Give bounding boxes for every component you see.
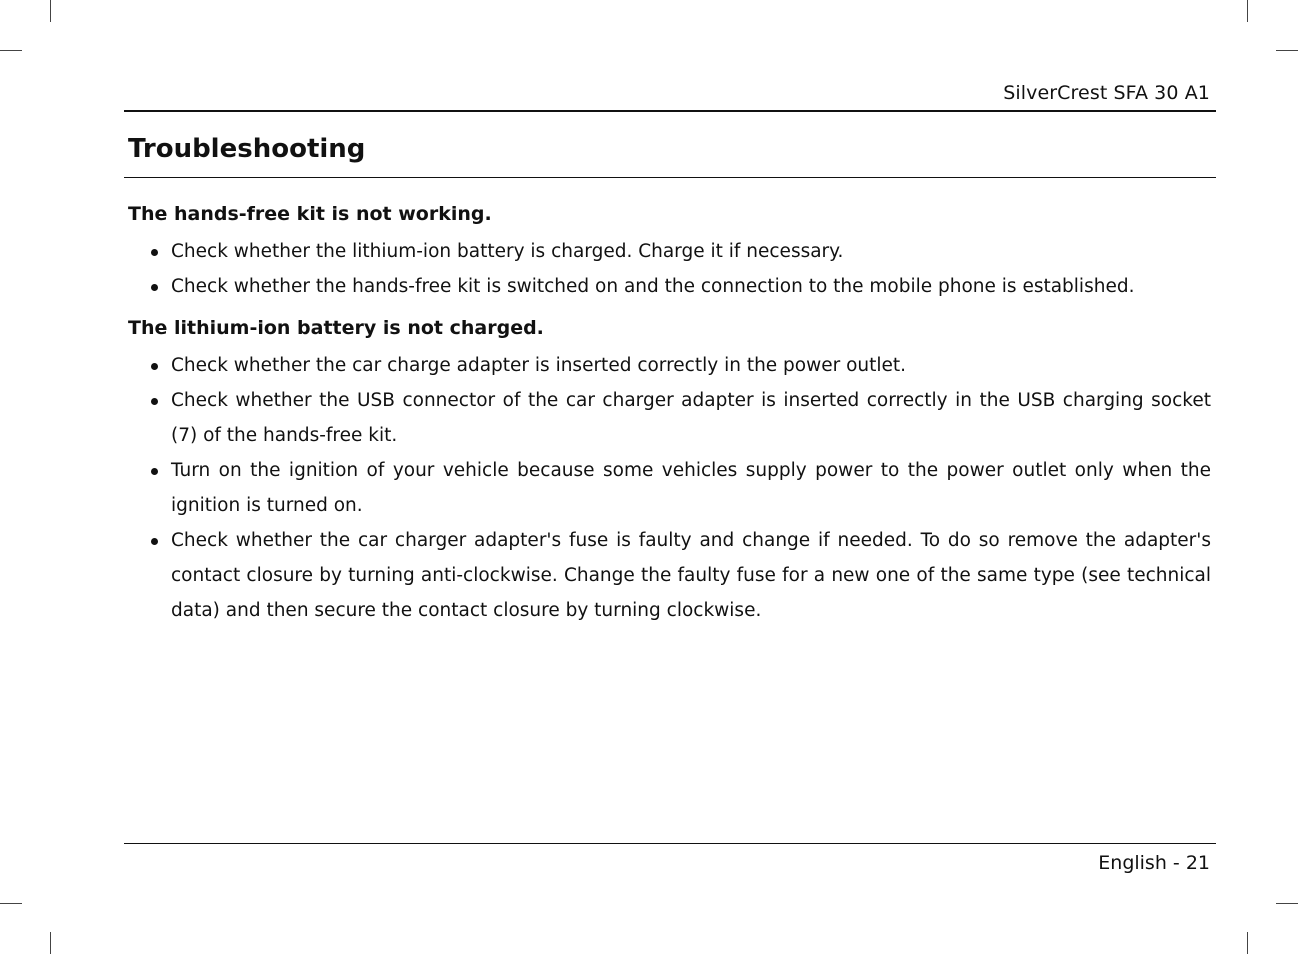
- page-header: SilverCrest SFA 30 A1: [1003, 82, 1210, 104]
- list-item-text: Check whether the car charge adapter is inserted correctly in the power outlet.: [171, 355, 907, 376]
- bullet-icon: [151, 398, 158, 405]
- footer-divider: [124, 843, 1216, 844]
- crop-mark: [1276, 903, 1298, 904]
- list-item: [128, 234, 1211, 269]
- section-heading: The hands-free kit is not working.: [128, 203, 492, 225]
- crop-mark: [0, 50, 22, 51]
- page-title: Troubleshooting: [128, 134, 366, 164]
- bullet-icon: [151, 284, 158, 291]
- list-item: [128, 453, 1211, 523]
- bullet-icon: [151, 249, 158, 256]
- list-item-text: Check whether the USB connector of the car charger adapter is inserted correctly in the USB charging socket (7) of the hands-free kit.: [171, 390, 1211, 446]
- bullet-icon: [151, 538, 158, 545]
- crop-mark: [1247, 0, 1248, 22]
- bullet-list: [128, 234, 1211, 304]
- page-footer: [1098, 852, 1210, 874]
- crop-mark: [50, 0, 51, 22]
- footer-language: English: [1098, 852, 1167, 874]
- list-item-text: Check whether the lithium-ion battery is charged. Charge it if necessary.: [171, 241, 844, 262]
- crop-mark: [50, 932, 51, 954]
- crop-mark: [1276, 50, 1298, 51]
- list-item: [128, 269, 1211, 304]
- footer-separator: -: [1166, 852, 1186, 874]
- crop-mark: [0, 903, 22, 904]
- list-item-text: Check whether the hands-free kit is switched on and the connection to the mobile phone is established.: [171, 276, 1135, 297]
- header-divider: [124, 110, 1216, 112]
- bullet-icon: [151, 363, 158, 370]
- list-item: [128, 383, 1211, 453]
- list-item-text: Turn on the ignition of your vehicle because some vehicles supply power to the power outlet only when the ignition is turned on.: [171, 460, 1211, 516]
- bullet-list: [128, 348, 1211, 628]
- list-item-text: Check whether the car charger adapter's fuse is faulty and change if needed. To do so remove the adapter's contact closure by turning anti-clockwise. Change the faulty fuse for a new one of the same type (see technical data) and then secure the contact closure by turning clockwise.: [171, 530, 1211, 621]
- section-heading: The lithium-ion battery is not charged.: [128, 317, 544, 339]
- page-number: 21: [1185, 852, 1210, 874]
- bullet-icon: [151, 468, 158, 475]
- title-divider: [124, 177, 1216, 178]
- list-item: [128, 523, 1211, 628]
- crop-mark: [1247, 932, 1248, 954]
- document-body: [128, 200, 1211, 638]
- list-item: [128, 348, 1211, 383]
